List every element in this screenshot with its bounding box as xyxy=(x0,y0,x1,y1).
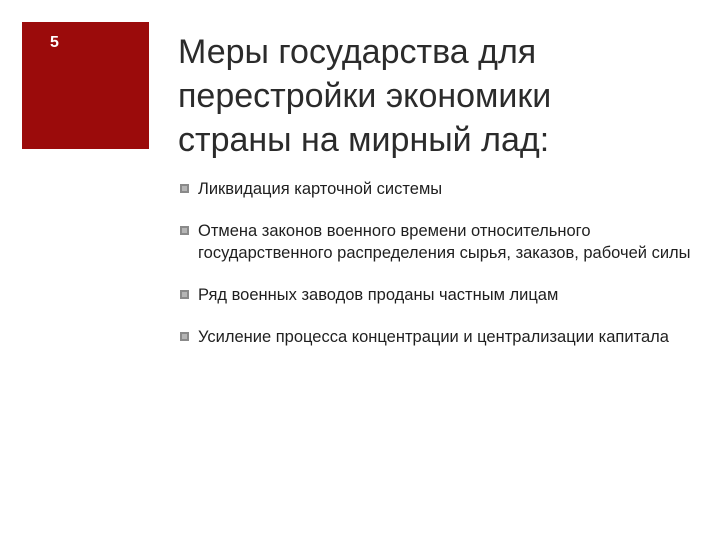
slide-title-line: страны на мирный лад: xyxy=(178,121,550,159)
bullet-text: Ряд военных заводов проданы частным лицам xyxy=(198,286,559,304)
square-bullet-icon xyxy=(180,290,189,299)
bullet-item xyxy=(178,178,698,200)
square-bullet-icon xyxy=(180,332,189,341)
slide-number: 5 xyxy=(50,34,59,51)
bullet-item xyxy=(178,326,698,348)
bullet-item xyxy=(178,220,698,264)
square-bullet-icon xyxy=(180,184,189,193)
slide-number-block xyxy=(22,22,149,149)
bullet-item xyxy=(178,284,698,306)
slide-title-line: Меры государства для xyxy=(178,33,537,71)
bullet-text: Усиление процесса концентрации и централизации капитала xyxy=(198,328,669,346)
slide-title-line: перестройки экономики xyxy=(178,77,552,115)
bullet-list xyxy=(178,178,698,348)
bullet-text: Отмена законов военного времени относительного государственного распределения сырья, заказов, рабочей силы xyxy=(198,222,691,262)
square-bullet-icon xyxy=(180,226,189,235)
slide-title xyxy=(178,30,698,162)
bullet-text: Ликвидация карточной системы xyxy=(198,180,443,198)
